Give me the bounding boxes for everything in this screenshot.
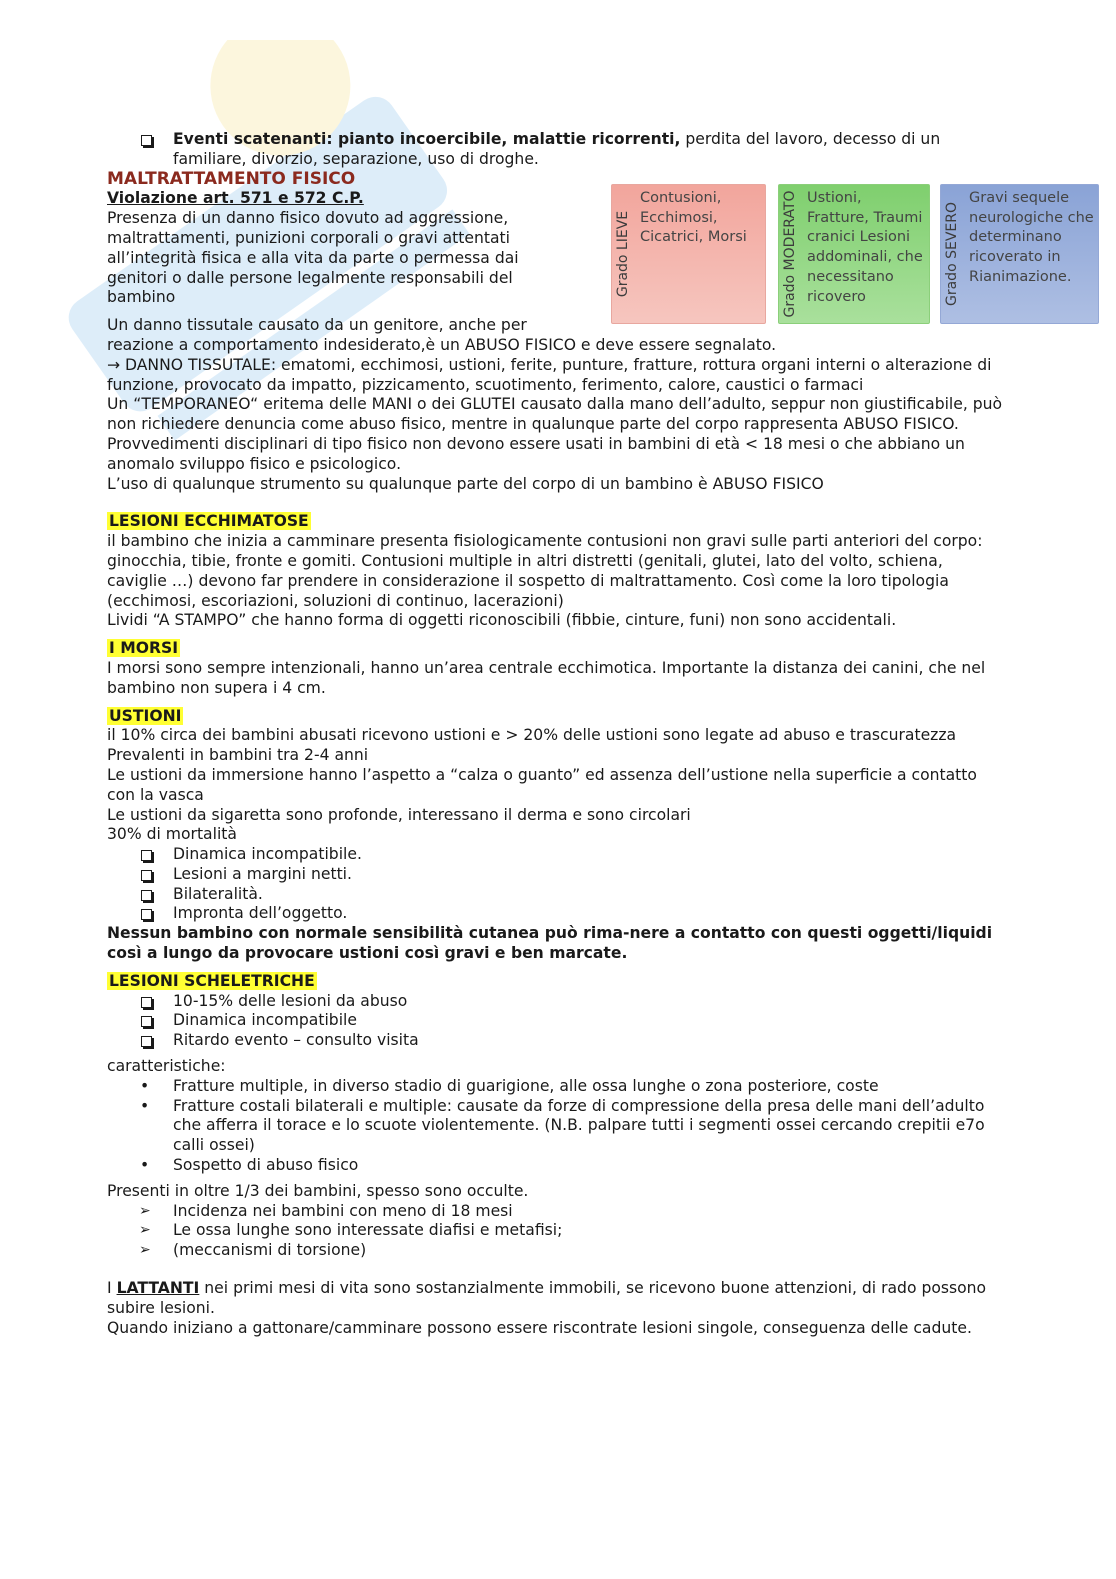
heading-scheletriche: LESIONI SCHELETRICHE <box>109 971 315 990</box>
list-item: Ritardo evento – consulto visita <box>107 1031 1007 1051</box>
intro-paragraph: Presenza di un danno fisico dovuto ad aggressione, maltrattamenti, punizioni corporali o gravi attentati all’integrità fisica e alla vita da parte o permessa dai genitori o dalle persone legalmente responsabili del bambino <box>107 209 519 307</box>
ustioni-line: Le ustioni da immersione hanno l’aspetto a “calza o guanto” ed assenza dell’ustione nella superficie a contatto con la vasca <box>107 765 977 804</box>
body-paragraph: Provvedimenti disciplinari di tipo fisico non devono essere usati in bambini di età < 18 mesi o che abbiano un anomalo sviluppo fisico e psicologico. <box>107 434 965 473</box>
ecchimatose-text: il bambino che inizia a camminare presenta fisiologicamente contusioni non gravi sulle parti anteriori del corpo: ginocchia, tibie, fronte e gomiti. Contusioni multiple in altri distretti (genitali, glutei, lato del volto, schiena, caviglie …) devono far prendere in considerazione il sospetto di maltrattamento. Così come la loro tipologia (ecchimosi, escoriazioni, soluzioni di continuo, lacerazioni) <box>107 532 983 610</box>
list-item: Dinamica incompatibile <box>107 1011 1007 1031</box>
arrow-bullet-icon: ➢ <box>139 1242 151 1259</box>
checkbox-bullet-icon <box>141 1016 152 1027</box>
bullet-icon: • <box>140 1156 150 1175</box>
characteristics-label: caratteristiche: <box>107 1057 226 1076</box>
section-title: MALTRATTAMENTO FISICO <box>107 168 356 189</box>
list-item: • Sospetto di abuso fisico <box>140 1156 359 1175</box>
list-item: ➢ (meccanismi di torsione) <box>139 1241 367 1260</box>
list-item: Impronta dell’oggetto. <box>107 904 1007 924</box>
morsi-text: I morsi sono sempre intenzionali, hanno un’area centrale ecchimotica. Importante la distanza dei canini, che nel bambino non supera i 4 cm. <box>107 658 986 697</box>
list-item: ➢ Incidenza nei bambini con meno di 18 mesi <box>139 1201 513 1220</box>
checkbox-bullet-icon <box>141 890 152 901</box>
arrow-bullet-icon: ➢ <box>139 1202 151 1219</box>
document-body <box>107 130 1007 1338</box>
heading-ecchimatose: LESIONI ECCHIMATOSE <box>109 512 309 531</box>
grade-lieve-text: Contusioni, Ecchimosi, Cicatrici, Morsi <box>640 190 747 246</box>
list-item: Bilateralità. <box>107 885 1007 905</box>
list-item: Dinamica incompatibile. <box>107 845 1007 865</box>
body-paragraph: reazione a comportamento indesiderato,è un ABUSO FISICO e deve essere segnalato. <box>107 335 777 354</box>
grade-moderato-label: Grado MODERATO <box>782 190 798 318</box>
list-item: • Fratture costali bilaterali e multiple: causate da forze di compressione della presa delle mani dell’adulto che afferra il torace e lo scuote violentemente. (N.B. palpare tutti i segmenti ossei cercando crepitii e7o calli ossei) <box>140 1096 985 1155</box>
presenti-text: Presenti in oltre 1/3 dei bambini, spesso sono occulte. <box>107 1181 529 1200</box>
grade-severo-text: Gravi sequele neurologiche che determinano ricoverato in Rianimazione. <box>969 190 1094 285</box>
ecchimatose-text-2: Lividi “A STAMPO” che hanno forma di oggetti riconoscibili (fibbie, cinture, funi) non sono accidentali. <box>107 611 897 630</box>
ustioni-line: Le ustioni da sigaretta sono profonde, interessano il derma e sono circolari <box>107 805 691 824</box>
checkbox-bullet-icon <box>141 997 152 1008</box>
checkbox-bullet-icon <box>141 909 152 920</box>
lattanti-paragraph: I LATTANTI nei primi mesi di vita sono sostanzialmente immobili, se ricevono buone attenzioni, di rado possono subire lesioni. <box>107 1279 987 1317</box>
bullet-icon: • <box>140 1096 150 1115</box>
ustioni-line: Prevalenti in bambini tra 2-4 anni <box>107 746 369 765</box>
lattanti-paragraph-2: Quando iniziano a gattonare/camminare possono essere riscontrate lesioni singole, conseguenza delle cadute. <box>107 1318 972 1337</box>
heading-morsi: I MORSI <box>109 639 179 658</box>
ustioni-line: il 10% circa dei bambini abusati ricevono ustioni e > 20% delle ustioni sono legate ad abuso e trascuratezza <box>107 726 957 745</box>
arrow-bullet-icon: ➢ <box>139 1222 151 1239</box>
checkbox-bullet-icon <box>141 870 152 881</box>
list-item: 10-15% delle lesioni da abuso <box>107 992 1007 1012</box>
section-subtitle: Violazione art. 571 e 572 C.P. <box>107 189 364 208</box>
heading-ustioni: USTIONI <box>109 706 182 725</box>
body-paragraph: L’uso di qualunque strumento su qualunque parte del corpo di un bambino è ABUSO FISICO <box>107 474 824 493</box>
bullet-icon: • <box>140 1076 150 1095</box>
ustioni-bold-note: Nessun bambino con normale sensibilità cutanea può rima-nere a contatto con questi oggetti/liquidi così a lungo da provocare ustioni così gravi e ben marcate. <box>107 924 993 963</box>
grade-moderato-text: Ustioni, Fratture, Traumi cranici Lesioni addominali, che necessitano ricovero <box>807 190 923 305</box>
checkbox-bullet-icon <box>141 1036 152 1047</box>
list-item: Lesioni a margini netti. <box>107 865 1007 885</box>
list-item: ➢ Le ossa lunghe sono interessate diafisi e metafisi; <box>139 1221 563 1240</box>
body-paragraph: Un “TEMPORANEO“ eritema delle MANI o dei GLUTEI causato dalla mano dell’adulto, seppur non giustificabile, può non richiedere denuncia come abuso fisico, mentre in qualunque parte del corpo rappresenta ABUSO FISICO. <box>107 395 1003 434</box>
checkbox-bullet-icon <box>141 135 152 146</box>
checkbox-bullet-icon <box>141 850 152 861</box>
intro-checklist-item: Eventi scatenanti: pianto incoercibile, malattie ricorrenti, perdita del lavoro, decesso di un familiare, divorzio, separazione, uso di droghe. <box>107 130 1007 170</box>
grade-severo-label: Grado SEVERO <box>944 202 960 306</box>
body-paragraph: → DANNO TISSUTALE: ematomi, ecchimosi, ustioni, ferite, punture, fratture, rottura organi interni o alterazione di funzione, provocato da impatto, pizzicamento, scuotimento, ferimento, calore, caustici o farmaci <box>107 355 992 394</box>
ustioni-line: 30% di mortalità <box>107 825 237 844</box>
grade-lieve-label: Grado LIEVE <box>615 210 631 298</box>
body-paragraph: Un danno tissutale causato da un genitore, anche per <box>107 316 527 335</box>
list-item: • Fratture multiple, in diverso stadio di guarigione, alle ossa lunghe o zona posteriore, coste <box>140 1076 879 1095</box>
